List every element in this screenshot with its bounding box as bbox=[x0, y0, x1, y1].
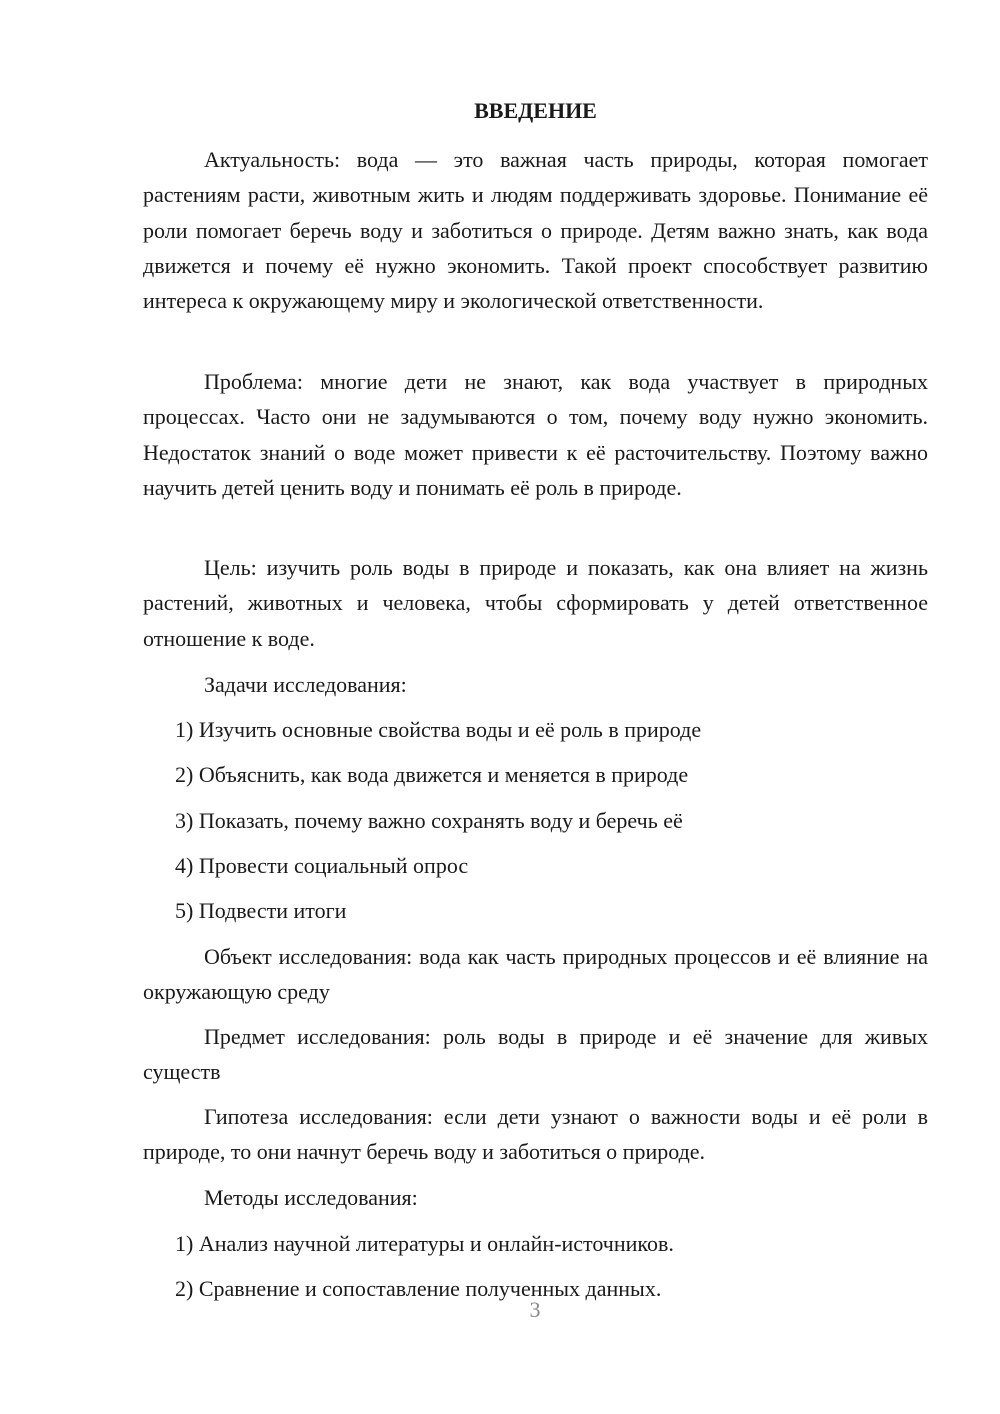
page-number: 3 bbox=[529, 1297, 541, 1322]
hypothesis-paragraph: Гипотеза исследования: если дети узнают о важности воды и её роли в природе, то они начнут беречь воду и заботиться о природе. bbox=[143, 1104, 928, 1165]
relevance-paragraph: Актуальность: вода — это важная часть природы, которая помогает растениям расти, животным жить и людям поддерживать здоровье. Понимание её роли помогает беречь воду и заботиться о природе. Детям важно знать, как вода движется и почему её нужно экономить. Такой проект способствует развитию интереса к окружающему миру и экологической ответственности. bbox=[143, 147, 928, 314]
object-paragraph: Объект исследования: вода как часть природных процессов и её влияние на окружающую среду bbox=[143, 944, 928, 1005]
methods-heading: Методы исследования: bbox=[204, 1185, 418, 1210]
subject-paragraph: Предмет исследования: роль воды в природе и её значение для живых существ bbox=[143, 1024, 928, 1085]
problem-paragraph: Проблема: многие дети не знают, как вода участвует в природных процессах. Часто они не задумываются о том, почему воду нужно экономить. Недостаток знаний о воде может привести к её расточительству. Поэтому важно научить детей ценить воду и понимать её роль в природе. bbox=[143, 369, 928, 500]
task-item: 1) Изучить основные свойства воды и её роль в природе bbox=[175, 717, 702, 742]
task-item: 2) Объяснить, как вода движется и меняется в природе bbox=[175, 762, 689, 787]
goal-paragraph: Цель: изучить роль воды в природе и показать, как она влияет на жизнь растений, животных и человека, чтобы сформировать у детей ответственное отношение к воде. bbox=[143, 555, 928, 651]
tasks-heading: Задачи исследования: bbox=[204, 672, 407, 697]
task-item: 4) Провести социальный опрос bbox=[175, 853, 469, 878]
section-heading: ВВЕДЕНИЕ bbox=[474, 98, 597, 123]
method-item: 2) Сравнение и сопоставление полученных данных. bbox=[175, 1276, 662, 1301]
method-item: 1) Анализ научной литературы и онлайн-источников. bbox=[175, 1231, 674, 1256]
task-item: 5) Подвести итоги bbox=[175, 898, 347, 923]
task-item: 3) Показать, почему важно сохранять воду и беречь её bbox=[175, 808, 683, 833]
